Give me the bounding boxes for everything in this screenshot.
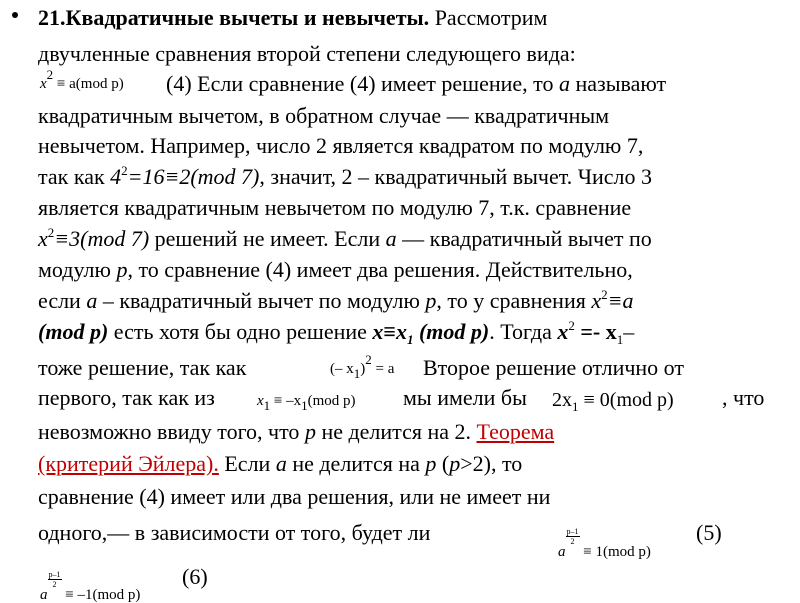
euler-criterion-link[interactable]: (критерий Эйлера). [38, 451, 219, 476]
formula-5: a $\frac{p-1}{2}$ ≡ 1(mod p) [558, 527, 651, 560]
text-line-7: является квадратичным невычетом по модулю 7, т.к. сравнение [38, 195, 632, 220]
text-line-18: (6) [182, 564, 208, 589]
text-line-15: (критерий Эйлера). Если a не делится на p (p>2), то [38, 451, 523, 476]
text-line-3: (4) Если сравнение (4) имеет решение, то a называют [166, 71, 667, 96]
section-title: 21.Квадратичные вычеты и невычеты. [38, 5, 430, 30]
text-line-17a: одного,— в зависимости от того, будет ли [38, 520, 431, 545]
formula-2x1: $2x_1 \equiv 0(mod$ p) [552, 389, 674, 414]
formula-4: $x^2 \equiv a(mod$ p) [40, 67, 124, 92]
text-line-9: модулю p, то сравнение (4) имеет два решения. Действительно, [38, 257, 633, 282]
formula-6: a $\frac{p-1}{2}$ ≡ –1(mod p) [40, 570, 141, 603]
text-line-13b: мы имели бы [403, 385, 527, 410]
formula-neg-x1: (– $x_1)^2 = a$ [330, 352, 395, 381]
theorem-link[interactable]: Теорема [476, 419, 555, 444]
text-line-12b: Второе решение отлично от [423, 355, 685, 380]
text-line-11: (mod p) есть хотя бы одно решение $x\equiv x_1$ (mod p). Тогда $x^2 =- x_1-$ [38, 318, 635, 347]
text-line-12a: тоже решение, так как [38, 355, 247, 380]
text-line-5: невычетом. Например, число 2 является квадратом по модулю 7, [38, 133, 644, 158]
text-line-2: двучленные сравнения второй степени следующего вида: [38, 41, 576, 66]
text-line-13a: первого, так как из [38, 385, 215, 410]
formula-x1: $x_1 \equiv -x_1(mod$ p) [257, 393, 356, 413]
text-line-1: 21.Квадратичные вычеты и невычеты. Рассмотрим [38, 5, 548, 30]
text-line-16: сравнение (4) имеет или два решения, или не имеет ни [38, 484, 551, 509]
text-line-8: $x^2\equiv 3(mod$ 7) решений не имеет. Если a — квадратичный вычет по [38, 225, 652, 251]
text-line-14: невозможно ввиду того, что p не делится на 2. Теорема [38, 419, 555, 444]
bullet [12, 12, 18, 18]
text-line-4: квадратичным вычетом, в обратном случае — квадратичным [38, 103, 610, 128]
text-line-10: если a – квадратичный вычет по модулю p, то у сравнения $x^2\equiv a$ [38, 287, 634, 313]
text-line-13c: , что [722, 385, 765, 410]
text-line-17b: (5) [696, 520, 722, 545]
text-line-6: так как $4^2=16\equiv 2(mod$ 7), значит, 2 – квадратичный вычет. Число 3 [38, 163, 653, 189]
